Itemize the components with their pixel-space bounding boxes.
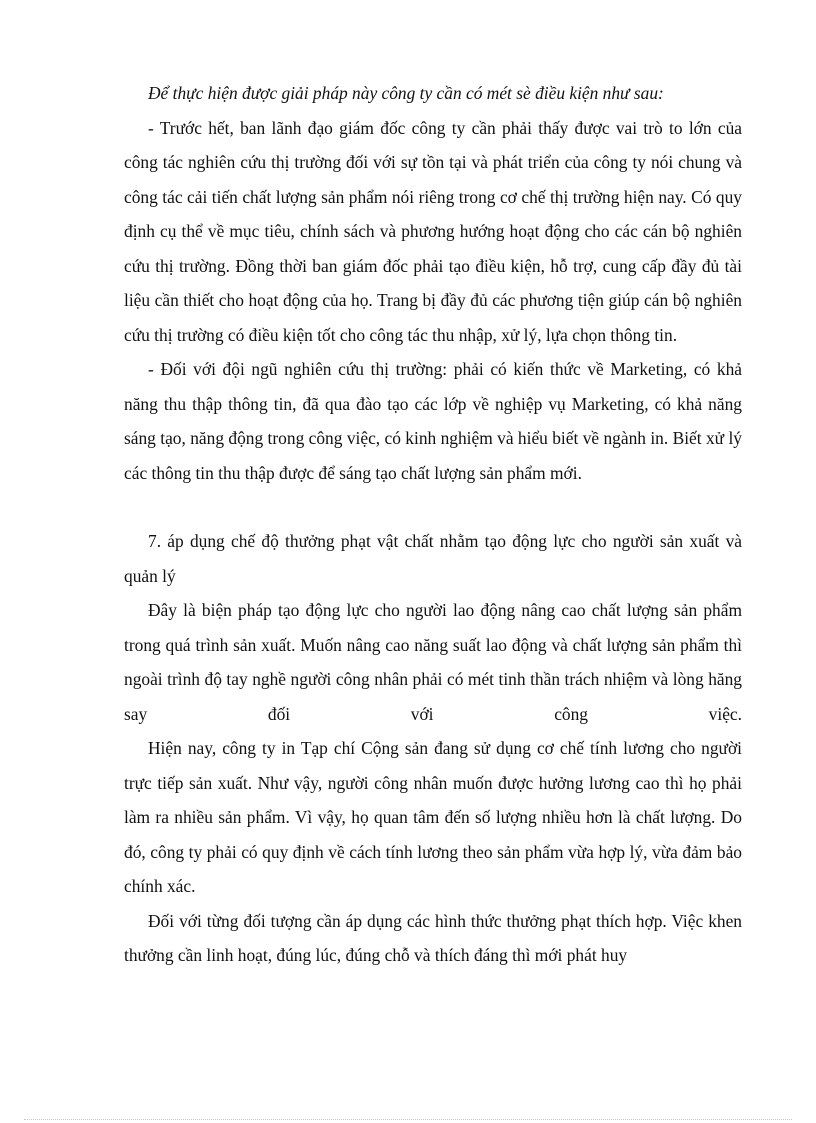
- section-heading: 7. áp dụng chế độ thưởng phạt vật chất nhằm tạo động lực cho người sản xuất và quản lý: [124, 531, 742, 586]
- intro-paragraph: Để thực hiện được giải pháp này công ty cần có mét sè điều kiện như sau:: [148, 83, 664, 103]
- research-team-paragraph: - Đối với đội ngũ nghiên cứu thị trường: phải có kiến thức về Marketing, có khả năng thu thập thông tin, đã qua đào tạo các lớp về nghiệp vụ Marketing, có khả năng sáng tạo, năng động trong công việc, có kinh nghiệm và hiểu biết về ngành in. Biết xử lý các thông tin thu thập được để sáng tạo chất lượng sản phẩm mới.: [124, 359, 742, 483]
- salary-paragraph: Hiện nay, công ty in Tạp chí Cộng sản đang sử dụng cơ chế tính lương cho người trực tiếp sản xuất. Như vậy, người công nhân muốn được hưởng lương cao thì họ phải làm ra nhiều sản phẩm. Vì vậy, họ quan tâm đến số lượng nhiều hơn là chất lượng. Do đó, công ty phải có quy định về cách tính lương theo sản phẩm vừa hợp lý, vừa đảm bảo chính xác.: [124, 738, 742, 896]
- reward-paragraph: Đối với từng đối tượng cần áp dụng các hình thức thưởng phạt thích hợp. Việc khen thưởng cần linh hoạt, đúng lúc, đúng chỗ và thích đáng thì mới phát huy: [124, 910, 742, 965]
- management-requirement-paragraph: - Trước hết, ban lãnh đạo giám đốc công ty cần phải thấy được vai trò to lớn của công tác nghiên cứu thị trường đối với sự tồn tại và phát triển của công ty nói chung và công tác cải tiến chất lượng sản phẩm nói riêng trong cơ chế thị trường hiện nay. Có quy định cụ thể về mục tiêu, chính sách và phương hướng hoạt động cho các cán bộ nghiên cứu thị trường. Đồng thời ban giám đốc phải tạo điều kiện, hỗ trợ, cung cấp đầy đủ tài liệu cần thiết cho hoạt động của họ. Trang bị đầy đủ các phương tiện giúp cán bộ nghiên cứu thị trường có điều kiện tốt cho công tác thu nhập, xử lý, lựa chọn thông tin.: [124, 117, 742, 345]
- section-spacer: [124, 490, 742, 524]
- document-body: [124, 76, 742, 973]
- page-bottom-divider: [24, 1119, 792, 1120]
- motivation-paragraph: Đây là biện pháp tạo động lực cho người lao động nâng cao chất lượng sản phẩm trong quá trình sản xuất. Muốn nâng cao năng suất lao động và chất lượng sản phẩm thì ngoài trình độ tay nghề người công nhân phải có mét tinh thần trách nhiệm và lòng hăng say đối với công việc.: [124, 600, 742, 724]
